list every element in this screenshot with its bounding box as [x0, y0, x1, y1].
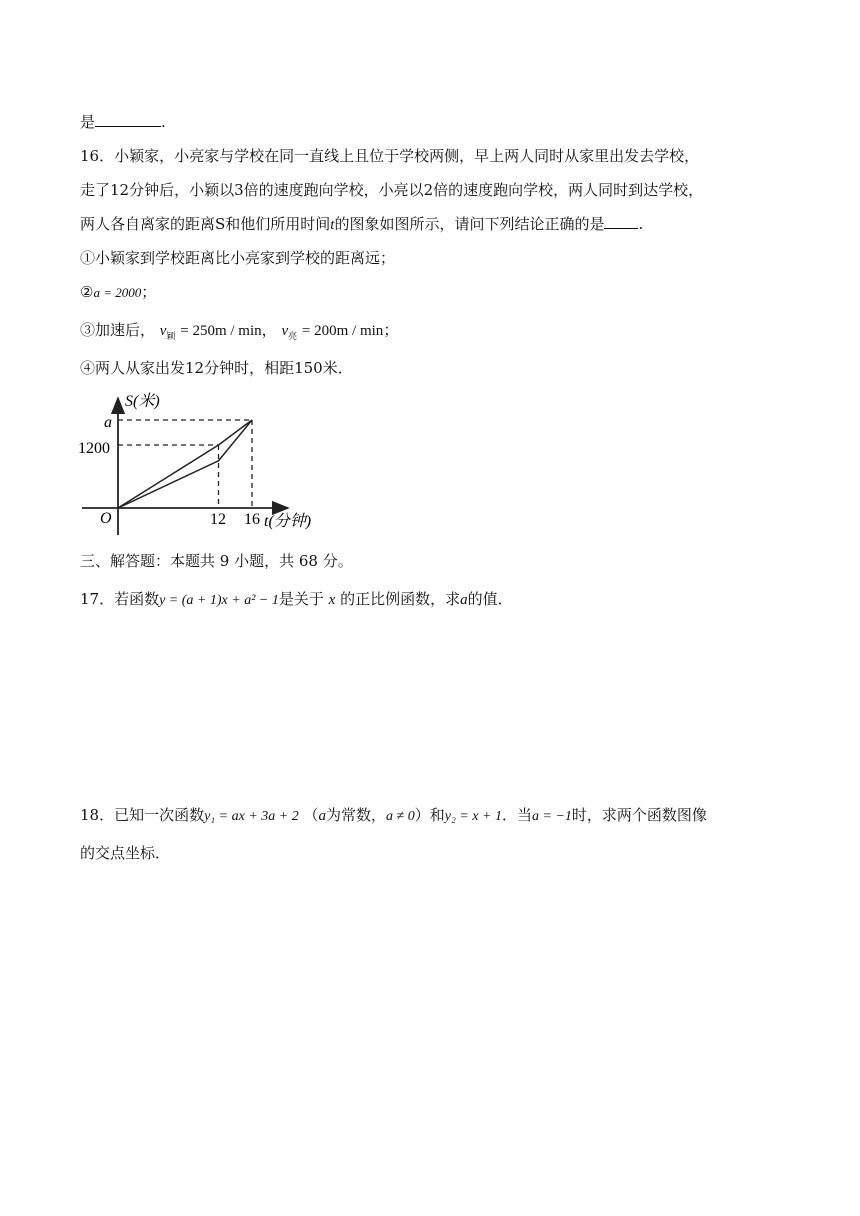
velocity-subscript-1: 颖 — [166, 332, 176, 342]
question-18-line2: 的交点坐标． — [80, 844, 171, 862]
y-tick-a: a — [104, 414, 112, 431]
question-17 — [80, 588, 513, 612]
q18-tail: 时，求两个函数图像 — [571, 806, 707, 824]
q16-text-b: 的图象如图所示，请问下列结论正确的是 — [334, 215, 605, 233]
semicolon: ； — [141, 283, 157, 301]
period: . — [161, 113, 166, 131]
distance-time-graph — [76, 388, 336, 538]
option-2-marker: ② — [80, 283, 94, 301]
q16-text-a: 两人各自离家的距离S和他们所用时间 — [80, 215, 331, 233]
x-axis-label: t(分钟) — [264, 513, 312, 530]
period: . — [638, 215, 644, 233]
question-16-line1: 16．小颖家，小亮家与学校在同一直线上且位于学校两侧，早上两人同时从家里出发去学校， — [80, 147, 700, 165]
velocity-symbol-1: v — [159, 323, 167, 339]
q18-and: ）和 — [414, 806, 445, 824]
velocity-symbol-2: v — [281, 323, 289, 339]
q18-constant-note: 为常数， — [326, 806, 387, 824]
q18-var-a: a — [318, 808, 327, 824]
answer-blank-16 — [604, 214, 638, 229]
y-axis-label: S(米) — [125, 393, 160, 410]
q18-a-value: a = −1 — [531, 809, 572, 824]
section-3-heading: 三、解答题：本题共 9 小题，共 68 分。 — [80, 552, 353, 570]
x-tick-12: 12 — [210, 511, 226, 528]
series-line-1 — [118, 420, 252, 508]
velocity-value-1: = 250m / min — [180, 323, 262, 339]
question-16-line2: 走了12分钟后，小颖以3倍的速度跑向学校，小亮以2倍的速度跑向学校，两人同时到达学校， — [80, 181, 704, 199]
option-3 — [80, 319, 398, 348]
question-18-line1 — [80, 804, 707, 828]
option-3-prefix: ③加速后， — [80, 321, 156, 339]
q18-function-1: y₁ = ax + 3a + 2 — [204, 809, 299, 824]
text-shi: 是 — [80, 113, 96, 131]
velocity-value-2: = 200m / min — [301, 323, 384, 339]
q18-when: ．当 — [501, 806, 532, 824]
option-4: ④两人从家出发12分钟时，相距150米． — [80, 359, 353, 377]
comma: ， — [261, 321, 277, 339]
q17-end: 的值． — [467, 590, 513, 608]
velocity-subscript-2: 亮 — [288, 332, 298, 342]
question-16-line3 — [80, 213, 643, 236]
y-tick-1200: 1200 — [78, 440, 110, 457]
q18-function-2: y₂ = x + 1 — [444, 809, 502, 824]
option-2 — [80, 281, 156, 304]
q17-var-x: x — [328, 592, 336, 608]
x-tick-16: 16 — [244, 511, 260, 528]
q17-text-mid: 是关于 — [278, 590, 324, 608]
q16-var-t: t — [330, 217, 335, 233]
origin-label: O — [100, 510, 112, 527]
answer-blank — [95, 112, 161, 127]
q17-prefix: 17．若函数 — [80, 590, 160, 608]
q18-condition: a ≠ 0 — [386, 809, 415, 824]
answer-line-15 — [80, 111, 166, 133]
q18-paren-open: （ — [303, 806, 319, 824]
q18-prefix: 18．已知一次函数 — [80, 806, 205, 824]
q17-text-mid2: 的正比例函数，求 — [340, 590, 461, 608]
q17-formula: y = (a + 1)x + a² − 1 — [159, 593, 279, 608]
semicolon: ； — [383, 321, 399, 339]
option-1: ①小颖家到学校距离比小亮家到学校的距离远； — [80, 249, 396, 267]
q17-var-a: a — [460, 592, 468, 608]
option-2-formula: a = 2000 — [93, 285, 142, 300]
